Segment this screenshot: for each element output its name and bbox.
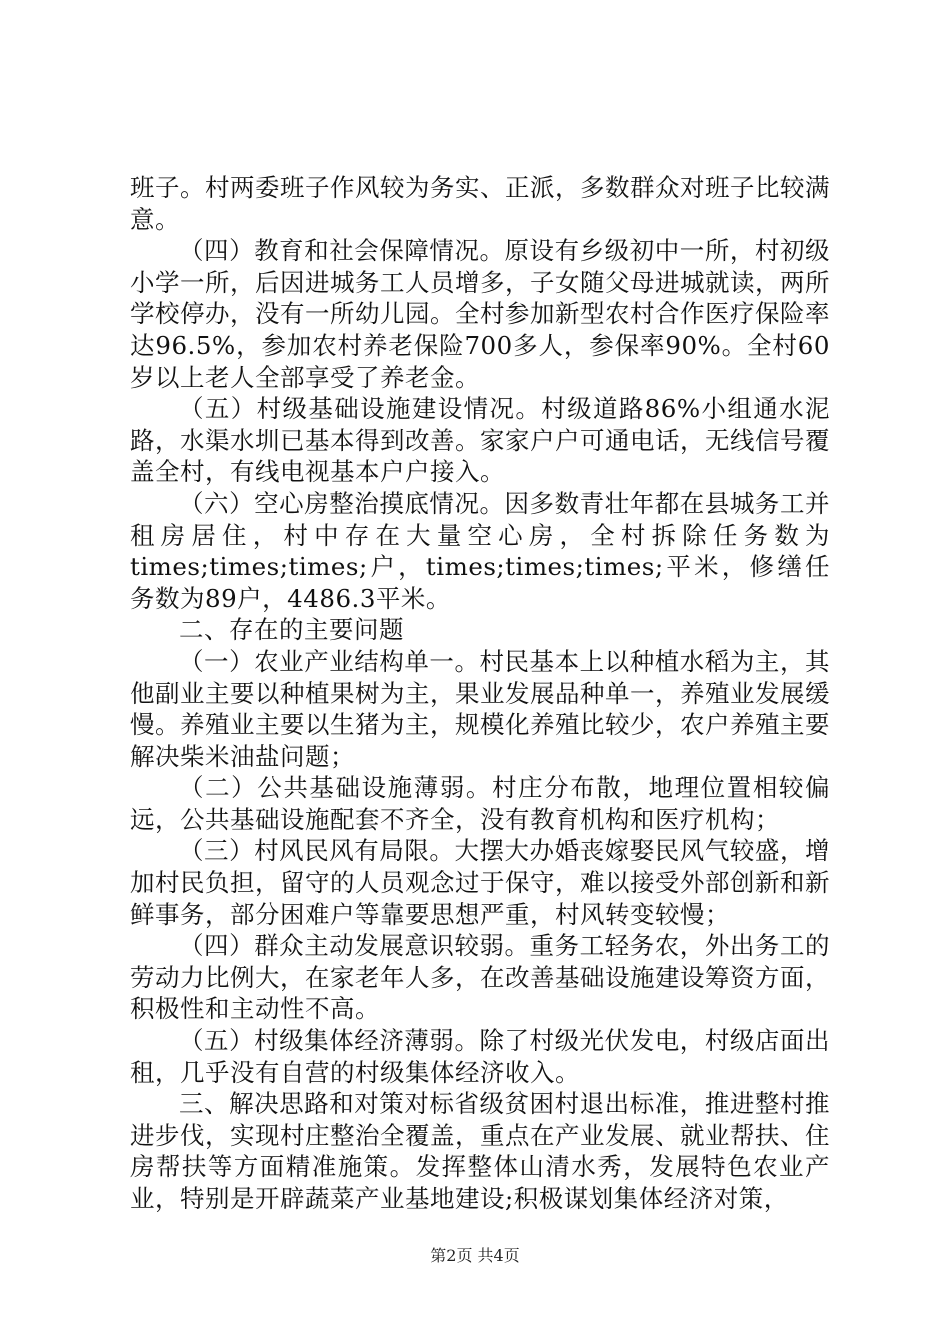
paragraph: （四）群众主动发展意识较弱。重务工轻务农，外出务工的劳动力比例大，在家老年人多，在改善基础设施建设筹资方面，积极性和主动性不高。	[130, 931, 830, 1024]
paragraph: （二）公共基础设施薄弱。村庄分布散，地理位置相较偏远，公共基础设施配套不齐全，没有教育机构和医疗机构；	[130, 773, 830, 834]
paragraph: 三、解决思路和对策对标省级贫困村退出标准，推进整村推进步伐，实现村庄整治全覆盖，重点在产业发展、就业帮扶、住房帮扶等方面精准施策。发挥整体山清水秀，发展特色农业产业，特别是开辟蔬菜产业基地建设;积极谋划集体经济对策，	[130, 1089, 830, 1213]
paragraph: （三）村风民风有局限。大摆大办婚丧嫁娶民风气较盛，增加村民负担，留守的人员观念过于保守，难以接受外部创新和新鲜事务，部分困难户等靠要思想严重，村风转变较慢；	[130, 836, 830, 929]
paragraph: （四）教育和社会保障情况。原设有乡级初中一所，村初级小学一所，后因进城务工人员增多，子女随父母进城就读，两所学校停办，没有一所幼儿园。全村参加新型农村合作医疗保险率达96.5%，参加农村养老保险700多人，参保率90%。全村60岁以上老人全部享受了养老金。	[130, 236, 830, 392]
paragraph: 班子。村两委班子作风较为务实、正派，多数群众对班子比较满意。	[130, 173, 830, 234]
document-body	[130, 172, 830, 1215]
paragraph: （五）村级集体经济薄弱。除了村级光伏发电，村级店面出租，几乎没有自营的村级集体经济收入。	[130, 1026, 830, 1087]
paragraph: （六）空心房整治摸底情况。因多数青壮年都在县城务工并租房居住，村中存在大量空心房，全村拆除任务数为times;times;times;户，times;times;times;平米，修缮任务数为89户，4486.3平米。	[130, 488, 830, 613]
section-heading: 二、存在的主要问题	[179, 615, 404, 645]
paragraph: （一）农业产业结构单一。村民基本上以种植水稻为主，其他副业主要以种植果树为主，果业发展品种单一，养殖业发展缓慢。养殖业主要以生猪为主，规模化养殖比较少，农户养殖主要解决柴米油盐问题；	[130, 646, 830, 771]
page-footer: 第2页 共4页	[430, 1246, 520, 1265]
paragraph: （五）村级基础设施建设情况。村级道路86%小组通水泥路，水渠水圳已基本得到改善。家家户户可通电话，无线信号覆盖全村，有线电视基本户户接入。	[130, 394, 830, 487]
